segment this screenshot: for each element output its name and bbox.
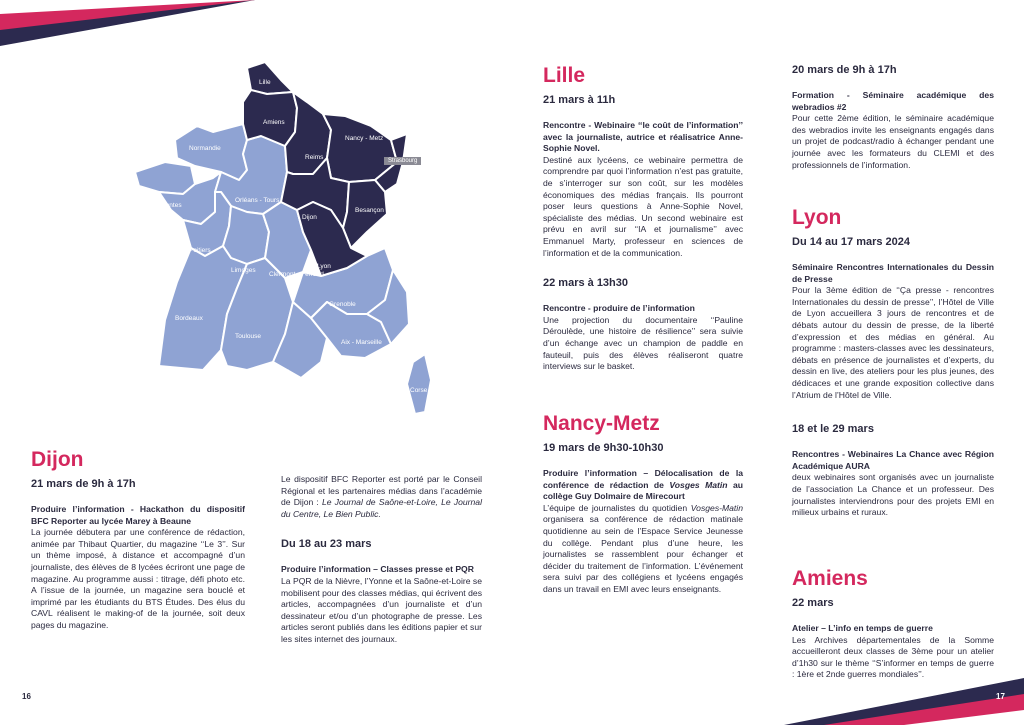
label-reims: Reims bbox=[305, 154, 324, 161]
lille-event2-body: Une projection du documentaire ‘‘Pauline Déroulède, une histoire de résilience’’ sera suivie d’un échange avec un champion de paddle en fauteuil, puis des élèves réaliseront quatre interviews sur le basket. bbox=[543, 314, 743, 372]
map-label-strasbourg: Strasbourg bbox=[384, 157, 421, 165]
nancy-event-title: Produire l’information – Délocalisation de la conférence de rédaction de Vosges Matin au collège Guy Dolmaire de Mirecourt bbox=[543, 468, 744, 502]
amiens-title: Amiens bbox=[792, 567, 868, 590]
dijon-section bbox=[31, 448, 245, 632]
label-clermont: Clermont - Ferrand bbox=[269, 271, 324, 278]
label-grenoble: Grenoble bbox=[329, 301, 356, 308]
dijon-event2-title: Produire l’information – Classes presse et PQR bbox=[281, 564, 474, 575]
top-left-decoration bbox=[0, 0, 260, 50]
page-number-left: 16 bbox=[22, 692, 31, 701]
label-lille: Lille bbox=[259, 79, 271, 86]
region-amiens bbox=[243, 90, 297, 146]
label-amiens: Amiens bbox=[263, 119, 285, 126]
lille-title: Lille bbox=[543, 64, 586, 87]
lyon-section bbox=[792, 206, 994, 519]
lille-event2-title: Rencontre - produire de l’information bbox=[543, 303, 695, 314]
label-orleans: Orléans - Tours bbox=[235, 197, 280, 204]
label-limoges: Limoges bbox=[231, 267, 256, 274]
amiens-event-body: Les Archives départementales de la Somme accueilleront deux classes de 3ème pour un atelier d’1h30 sur le thème ‘‘S’informer en temps de guerre : 1ère et 2nde guerres mondiales’’. bbox=[792, 634, 994, 680]
webradio-section bbox=[792, 64, 994, 171]
nancy-event-body: L’équipe de journalistes du quotidien Vosges-Matin organisera sa conférence de rédaction matinale quotidienne au sein de l’Espace Service Jeunesse du collège. Pendant plus d’une heure, les journalistes se rassemblent pour échanger et décider du traitement de l’information. L’événement sera suivi par des collégiens et lycéens engagés dans un travail en EMI avec leurs enseignants. bbox=[543, 502, 743, 594]
label-besancon: Besançon bbox=[355, 207, 384, 214]
lille-date: 21 mars à 11h bbox=[543, 94, 616, 106]
france-map bbox=[135, 62, 435, 434]
amiens-date: 22 mars bbox=[792, 597, 834, 609]
nancy-section bbox=[543, 412, 743, 596]
region-lille bbox=[247, 62, 293, 94]
dijon-date: 21 mars de 9h à 17h bbox=[31, 478, 136, 490]
lyon-event2-title: Rencontres - Webinaires La Chance avec Région Académique AURA bbox=[792, 449, 994, 471]
bfc-reporter-text: Le dispositif BFC Reporter est porté par le Conseil Régional et les partenaires médias dans l’académie de Dijon : Le Journal de Saône-et-Loire, Le Journal du Centre, Le Bien Public. bbox=[281, 474, 482, 519]
lille-section bbox=[543, 64, 743, 373]
amiens-event-title: Atelier – L’info en temps de guerre bbox=[792, 623, 933, 633]
label-aix: Aix - Marseille bbox=[341, 339, 382, 346]
label-toulouse: Toulouse bbox=[235, 333, 262, 340]
dijon-section-col2 bbox=[281, 474, 482, 646]
label-bordeaux: Bordeaux bbox=[175, 315, 203, 322]
label-normandie: Normandie bbox=[189, 145, 221, 152]
label-corse: Corse bbox=[410, 387, 428, 394]
dijon-title: Dijon bbox=[31, 448, 84, 471]
map-label-rennes: Rennes bbox=[106, 172, 129, 179]
webradio-date: 20 mars de 9h à 17h bbox=[792, 64, 897, 76]
lyon-title: Lyon bbox=[792, 206, 842, 229]
nancy-date: 19 mars de 9h30-10h30 bbox=[543, 442, 664, 454]
lyon-date: Du 14 au 17 mars 2024 bbox=[792, 236, 911, 248]
dijon-event-body: La journée débutera par une conférence de rédaction, animée par Thibaut Quartier, du magazine ‘‘Le 3’’. Sur un thème imposé, à distance et accompagné d’un journaliste, des élèves de 8 lycées écriront une page de magazine. Au programme aussi : titrage, défi photo etc. A l’issue de la journée, un magazine sera bouclé et imprimé par les étudiants du BTS Études. Des élus du CAVL réalisent le making-of de la journée, soit deux pages du magazine. bbox=[31, 527, 245, 630]
label-dijon: Dijon bbox=[302, 214, 317, 221]
webradio-event-body: Pour cette 2ème édition, le séminaire académique des webradios invite les enseignants engagés dans un projet de podcast/radio à échanger pendant une journée avec les formateurs du CLEMI et des professionnels de l’information. bbox=[792, 113, 994, 170]
lille-event-title: Rencontre - Webinaire ‘‘le coût de l’information’’ avec la journaliste, autrice et réalisatrice Anne-Sophie Novel. bbox=[543, 120, 743, 154]
lille-event-body: Destiné aux lycéens, ce webinaire permettra de comprendre par quoi l’information n’est pas gratuite, de s’interroger sur son coût, sur les modèles économiques des médias français. Ils pourront poser leurs questions à Anne-Sophie Novel, spécialiste des médias. Un second webinaire est prévu en avril sur ‘‘IA et journalisme’’ avec Emmanuel Marty, professeur en sciences de l’information et de la communication. bbox=[543, 154, 743, 258]
lyon-event2-body: deux webinaires sont organisés avec un journaliste de l’association La Chance et un professeur. Des journalistes interviendrons pour des projets EMI en milieux urbains et ruraux. bbox=[792, 472, 994, 518]
region-besancon bbox=[343, 180, 387, 248]
lyon-date-2: 18 et le 29 mars bbox=[792, 423, 874, 436]
lyon-event-body: Pour la 3ème édition de ‘‘Ça presse - rencontres Internationales du dessin de presse’’, l’Hôtel de Ville de Lyon accueillera 3 jours de rencontres et de débats autour du dessin de presse, de la liberté d’expression et des médias en général. Au programme : masters-classes avec les dessinateurs, débats en présence de journalistes et d’experts, du dessin en live, des ateliers pour les plus jeunes, des dédicaces et une grande exposition collective dans l’Atrium de l’Hôtel de Ville. bbox=[792, 285, 994, 400]
lille-date-2: 22 mars à 13h30 bbox=[543, 277, 629, 290]
label-nantes: Nantes bbox=[161, 202, 182, 209]
dijon-event2-body: La PQR de la Nièvre, l’Yonne et la Saône-et-Loire se mobilisent pour des classes médias, qui écrivent des articles, accompagnées d’un journaliste et d’un dessinateur et/ou d’un photographe de presse. Les articles seront publiés dans les éditions papier et sur les sites internet des journaux. bbox=[281, 575, 482, 644]
label-nice: Nice bbox=[371, 359, 385, 366]
dijon-date-2: Du 18 au 23 mars bbox=[281, 538, 372, 551]
lyon-event-title: Séminaire Rencontres Internationales du Dessin de Presse bbox=[792, 262, 994, 284]
region-corse bbox=[407, 354, 431, 414]
dijon-event-title: Produire l’information - Hackathon du dispositif BFC Reporter au lycée Marey à Beaune bbox=[31, 504, 245, 526]
label-montpellier: Montpellier bbox=[257, 368, 289, 375]
webradio-event-title: Formation - Séminaire académique des webradios #2 bbox=[792, 90, 994, 112]
page-number-right: 17 bbox=[996, 692, 1005, 701]
label-poitiers: Poitiers bbox=[189, 247, 211, 254]
region-rennes bbox=[135, 162, 195, 194]
label-nancy: Nancy - Metz bbox=[345, 135, 384, 142]
nancy-title: Nancy-Metz bbox=[543, 412, 660, 435]
label-lyon: Lyon bbox=[317, 263, 331, 270]
amiens-section bbox=[792, 567, 994, 681]
